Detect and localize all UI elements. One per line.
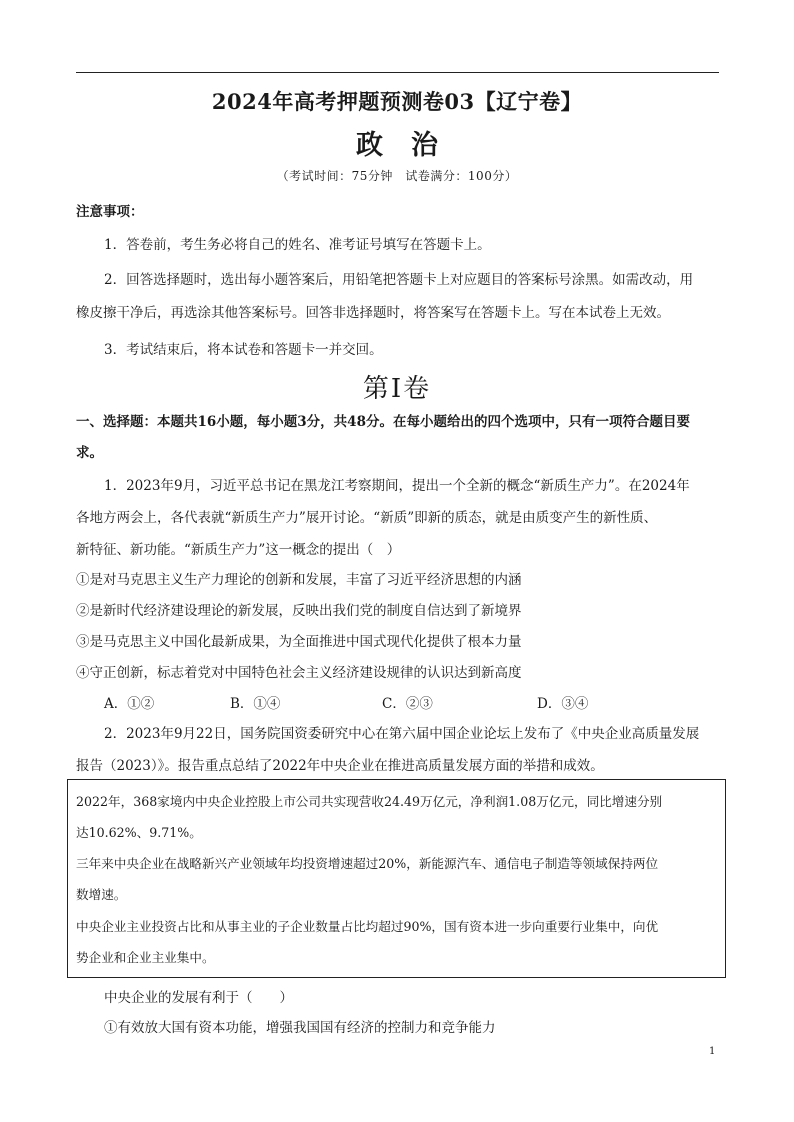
- notice-item-2-line-1: 2．回答选择题时，选出每小题答案后，用铅笔把答题卡上对应题目的答案标号涂黑。如需改动，用: [104, 272, 694, 288]
- header-rule: [76, 72, 719, 73]
- q2-stem-line-2: 报告（2023）》。报告重点总结了2022年中央企业在推进高质量发展方面的举措和成效。: [76, 758, 604, 774]
- q1-option-a: A．①②: [104, 696, 155, 712]
- notice-heading: 注意事项：: [76, 204, 144, 220]
- q2-box-p1-line-1: 2022年，368家境内中央企业控股上市公司共实现营收24.49万亿元，净利润1.08万亿元，同比增速分别: [76, 794, 663, 809]
- q2-question: 中央企业的发展有利于（ ）: [104, 990, 293, 1006]
- q1-option-d: D．③④: [537, 696, 589, 712]
- q1-statement-4: ④守正创新，标志着党对中国特色社会主义经济建设规律的认识达到新高度: [76, 665, 522, 681]
- q2-stem-line-1: 2．2023年9月22日，国务院国资委研究中心在第六届中国企业论坛上发布了《中央企业高质量发展: [104, 726, 700, 742]
- q2-box-p3-line-1: 中央企业主业投资占比和从事主业的子企业数量占比均超过90%，国有资本进一步向重要行业集中，向优: [76, 919, 659, 934]
- volume-title: 第Ⅰ卷: [362, 374, 432, 404]
- notice-item-3: 3．考试结束后，将本试卷和答题卡一并交回。: [104, 342, 383, 358]
- notice-item-2-line-2: 橡皮擦干净后，再选涂其他答案标号。回答非选择题时，将答案写在答题卡上。写在本试卷上无效。: [76, 305, 670, 321]
- q2-box-p2-line-2: 数增速。: [76, 887, 127, 902]
- notice-item-1: 1．答卷前，考生务必将自己的姓名、准考证号填写在答题卡上。: [104, 237, 491, 253]
- q1-stem-line-2: 各地方两会上，各代表就“新质生产力”展开讨论。“新质”即新的质态，就是由质变产生的新性质、: [76, 510, 658, 526]
- section-heading-line-2: 求。: [76, 445, 103, 461]
- q1-statement-2: ②是新时代经济建设理论的新发展，反映出我们党的制度自信达到了新境界: [76, 603, 522, 619]
- q2-statement-1: ①有效放大国有资本功能，增强我国国有经济的控制力和竞争能力: [104, 1020, 496, 1036]
- exam-info: （考试时间：75分钟 试卷满分：100分）: [276, 169, 518, 183]
- exam-title: 2024年高考押题预测卷03【辽宁卷】: [211, 89, 583, 114]
- section-heading-line-1: 一、选择题：本题共16小题，每小题3分，共48分。在每小题给出的四个选项中，只有一项符合题目要: [76, 414, 690, 430]
- q2-box-p2-line-1: 三年来中央企业在战略新兴产业领域年均投资增速超过20%，新能源汽车、通信电子制造等领域保持两位: [76, 856, 659, 871]
- subject-title: 政治: [356, 130, 466, 161]
- q1-stem-line-3: 新特征、新功能。“新质生产力”这一概念的提出（ ）: [76, 542, 401, 558]
- q1-stem-line-1: 1．2023年9月，习近平总书记在黑龙江考察期间，提出一个全新的概念“新质生产力”。在2024年: [104, 478, 690, 494]
- q1-option-c: C．②③: [382, 696, 433, 712]
- q2-box-p3-line-2: 势企业和企业主业集中。: [76, 950, 215, 965]
- page-number: 1: [709, 1046, 716, 1057]
- q1-option-b: B．①④: [230, 696, 281, 712]
- q1-statement-3: ③是马克思主义中国化最新成果，为全面推进中国式现代化提供了根本力量: [76, 634, 522, 650]
- q1-statement-1: ①是对马克思主义生产力理论的创新和发展，丰富了习近平经济思想的内涵: [76, 572, 522, 588]
- q2-box-p1-line-2: 达10.62%、9.71%。: [76, 825, 202, 840]
